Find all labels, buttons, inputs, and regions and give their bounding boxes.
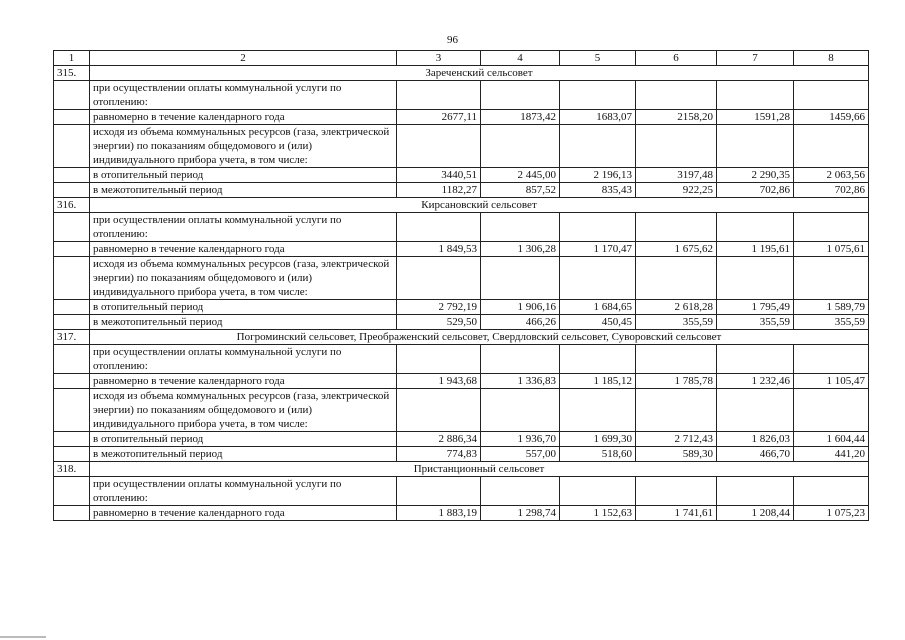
value-cell: 2 445,00 [481, 168, 560, 183]
empty-cell [54, 213, 90, 242]
value-cell [560, 125, 636, 168]
table-row [54, 506, 869, 521]
value-cell: 2 712,43 [636, 432, 717, 447]
column-header: 1 [54, 51, 90, 66]
row-label: при осуществлении оплаты коммунальной услуги по отоплению: [90, 345, 397, 374]
value-cell: 1 826,03 [717, 432, 794, 447]
tariff-table [53, 50, 869, 521]
empty-cell [54, 477, 90, 506]
header-row [54, 51, 869, 66]
value-cell: 2158,20 [636, 110, 717, 125]
value-cell: 2 290,35 [717, 168, 794, 183]
page-edge-mark [0, 636, 46, 638]
row-label: исходя из объема коммунальных ресурсов (газа, электрической энергии) по показаниям общедомового и (или) индивидуального прибора учета, в том числе: [90, 125, 397, 168]
empty-cell [54, 125, 90, 168]
row-label: в межотопительный период [90, 447, 397, 462]
value-cell: 1 336,83 [481, 374, 560, 389]
table-row [54, 183, 869, 198]
value-cell [560, 345, 636, 374]
value-cell: 466,70 [717, 447, 794, 462]
value-cell [397, 389, 481, 432]
table-row [54, 300, 869, 315]
value-cell: 518,60 [560, 447, 636, 462]
value-cell [397, 213, 481, 242]
value-cell [717, 81, 794, 110]
empty-cell [54, 257, 90, 300]
row-label: в отопительный период [90, 300, 397, 315]
table-row [54, 125, 869, 168]
value-cell [481, 213, 560, 242]
value-cell [636, 257, 717, 300]
empty-cell [54, 168, 90, 183]
value-cell: 1 298,74 [481, 506, 560, 521]
empty-cell [54, 506, 90, 521]
section-row [54, 198, 869, 213]
value-cell: 466,26 [481, 315, 560, 330]
section-title: Пристанционный сельсовет [90, 462, 869, 477]
value-cell [717, 477, 794, 506]
empty-cell [54, 81, 90, 110]
row-label: в отопительный период [90, 168, 397, 183]
value-cell: 529,50 [397, 315, 481, 330]
value-cell [717, 345, 794, 374]
value-cell: 1 849,53 [397, 242, 481, 257]
value-cell [397, 345, 481, 374]
value-cell: 1459,66 [794, 110, 869, 125]
value-cell: 1 075,61 [794, 242, 869, 257]
value-cell [481, 477, 560, 506]
value-cell [794, 345, 869, 374]
empty-cell [54, 315, 90, 330]
value-cell: 2 886,34 [397, 432, 481, 447]
value-cell [636, 345, 717, 374]
value-cell: 450,45 [560, 315, 636, 330]
value-cell: 702,86 [794, 183, 869, 198]
value-cell [794, 213, 869, 242]
value-cell: 1 943,68 [397, 374, 481, 389]
section-number: 318. [54, 462, 90, 477]
table-row [54, 168, 869, 183]
value-cell: 1 785,78 [636, 374, 717, 389]
table-row [54, 374, 869, 389]
column-header: 8 [794, 51, 869, 66]
value-cell: 2 792,19 [397, 300, 481, 315]
empty-cell [54, 447, 90, 462]
value-cell: 355,59 [636, 315, 717, 330]
row-label: при осуществлении оплаты коммунальной услуги по отоплению: [90, 213, 397, 242]
value-cell: 441,20 [794, 447, 869, 462]
row-label: равномерно в течение календарного года [90, 506, 397, 521]
row-label: исходя из объема коммунальных ресурсов (газа, электрической энергии) по показаниям общедомового и (или) индивидуального прибора учета, в том числе: [90, 257, 397, 300]
value-cell [560, 257, 636, 300]
empty-cell [54, 432, 90, 447]
value-cell: 1 795,49 [717, 300, 794, 315]
section-title: Зареченский сельсовет [90, 66, 869, 81]
value-cell: 2 196,13 [560, 168, 636, 183]
value-cell: 1 741,61 [636, 506, 717, 521]
value-cell: 1 208,44 [717, 506, 794, 521]
column-header: 5 [560, 51, 636, 66]
value-cell: 1 589,79 [794, 300, 869, 315]
value-cell [794, 81, 869, 110]
column-header: 4 [481, 51, 560, 66]
value-cell [717, 389, 794, 432]
value-cell: 2 618,28 [636, 300, 717, 315]
value-cell: 1 075,23 [794, 506, 869, 521]
value-cell: 835,43 [560, 183, 636, 198]
value-cell [560, 389, 636, 432]
value-cell: 1 699,30 [560, 432, 636, 447]
value-cell: 2677,11 [397, 110, 481, 125]
table-row [54, 477, 869, 506]
table-row [54, 345, 869, 374]
row-label: в межотопительный период [90, 315, 397, 330]
row-label: в межотопительный период [90, 183, 397, 198]
section-row [54, 66, 869, 81]
table-row [54, 110, 869, 125]
value-cell [560, 81, 636, 110]
value-cell: 1 232,46 [717, 374, 794, 389]
empty-cell [54, 242, 90, 257]
value-cell [397, 125, 481, 168]
value-cell: 1 675,62 [636, 242, 717, 257]
value-cell: 922,25 [636, 183, 717, 198]
value-cell [560, 477, 636, 506]
section-row [54, 462, 869, 477]
empty-cell [54, 389, 90, 432]
column-header: 7 [717, 51, 794, 66]
value-cell: 1 185,12 [560, 374, 636, 389]
value-cell [717, 257, 794, 300]
value-cell: 774,83 [397, 447, 481, 462]
value-cell: 702,86 [717, 183, 794, 198]
value-cell: 1 883,19 [397, 506, 481, 521]
row-label: равномерно в течение календарного года [90, 110, 397, 125]
value-cell [481, 81, 560, 110]
value-cell: 857,52 [481, 183, 560, 198]
empty-cell [54, 345, 90, 374]
value-cell [717, 213, 794, 242]
value-cell: 557,00 [481, 447, 560, 462]
column-header: 3 [397, 51, 481, 66]
value-cell: 1873,42 [481, 110, 560, 125]
value-cell [794, 477, 869, 506]
page-number: 96 [447, 34, 458, 46]
value-cell [481, 389, 560, 432]
value-cell: 1591,28 [717, 110, 794, 125]
value-cell [481, 345, 560, 374]
value-cell [560, 213, 636, 242]
section-title: Кирсановский сельсовет [90, 198, 869, 213]
row-label: исходя из объема коммунальных ресурсов (газа, электрической энергии) по показаниям общедомового и (или) индивидуального прибора учета, в том числе: [90, 389, 397, 432]
value-cell [397, 257, 481, 300]
value-cell [794, 125, 869, 168]
section-number: 317. [54, 330, 90, 345]
empty-cell [54, 183, 90, 198]
value-cell [481, 257, 560, 300]
section-title: Погроминский сельсовет, Преображенский сельсовет, Свердловский сельсовет, Суворовский сельсовет [90, 330, 869, 345]
value-cell [717, 125, 794, 168]
column-header: 2 [90, 51, 397, 66]
row-label: при осуществлении оплаты коммунальной услуги по отоплению: [90, 477, 397, 506]
value-cell [636, 213, 717, 242]
table-row [54, 315, 869, 330]
value-cell: 1 604,44 [794, 432, 869, 447]
section-row [54, 330, 869, 345]
table-row [54, 213, 869, 242]
table-row [54, 257, 869, 300]
table-row [54, 81, 869, 110]
value-cell [636, 477, 717, 506]
table-row [54, 447, 869, 462]
row-label: в отопительный период [90, 432, 397, 447]
value-cell: 3440,51 [397, 168, 481, 183]
value-cell [481, 125, 560, 168]
row-label: при осуществлении оплаты коммунальной услуги по отоплению: [90, 81, 397, 110]
value-cell: 1 152,63 [560, 506, 636, 521]
value-cell: 1 906,16 [481, 300, 560, 315]
value-cell [636, 81, 717, 110]
value-cell: 589,30 [636, 447, 717, 462]
value-cell: 1 170,47 [560, 242, 636, 257]
table-body [54, 51, 869, 521]
value-cell: 1 936,70 [481, 432, 560, 447]
value-cell [636, 389, 717, 432]
value-cell: 1 306,28 [481, 242, 560, 257]
value-cell: 355,59 [794, 315, 869, 330]
value-cell: 1182,27 [397, 183, 481, 198]
section-number: 315. [54, 66, 90, 81]
value-cell: 1 684,65 [560, 300, 636, 315]
value-cell [397, 81, 481, 110]
value-cell: 3197,48 [636, 168, 717, 183]
row-label: равномерно в течение календарного года [90, 374, 397, 389]
value-cell: 1683,07 [560, 110, 636, 125]
empty-cell [54, 374, 90, 389]
row-label: равномерно в течение календарного года [90, 242, 397, 257]
value-cell [794, 389, 869, 432]
section-number: 316. [54, 198, 90, 213]
table-row [54, 432, 869, 447]
empty-cell [54, 110, 90, 125]
value-cell: 1 105,47 [794, 374, 869, 389]
value-cell: 2 063,56 [794, 168, 869, 183]
column-header: 6 [636, 51, 717, 66]
value-cell [794, 257, 869, 300]
value-cell: 1 195,61 [717, 242, 794, 257]
empty-cell [54, 300, 90, 315]
table-row [54, 389, 869, 432]
value-cell [397, 477, 481, 506]
table-row [54, 242, 869, 257]
value-cell: 355,59 [717, 315, 794, 330]
value-cell [636, 125, 717, 168]
